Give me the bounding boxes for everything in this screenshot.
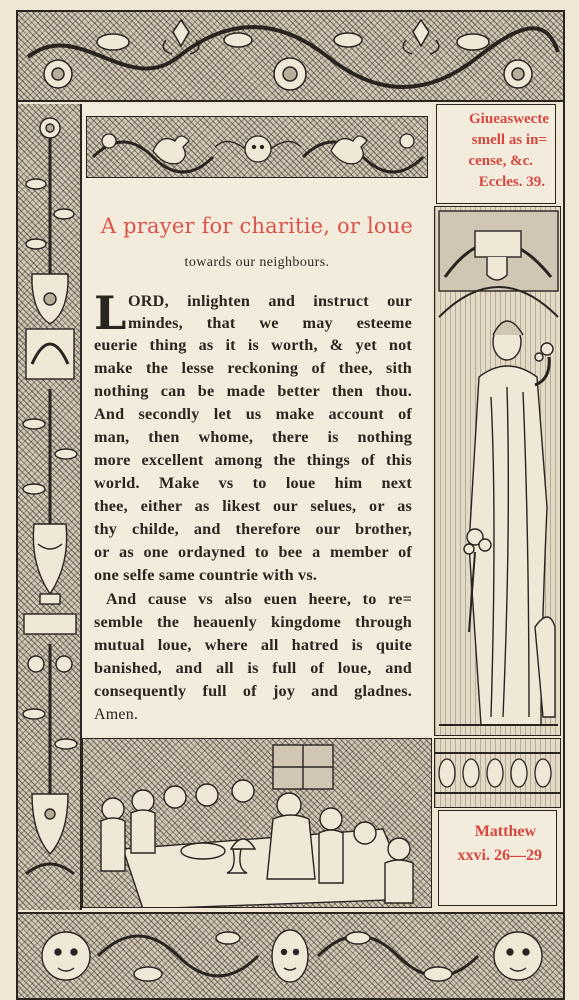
- side-note-bottom-panel: [438, 810, 557, 906]
- side-note-top-line: smell as in=: [471, 132, 547, 148]
- bottom-mask-frieze: [18, 912, 563, 998]
- prayer-line: mindes, that we may esteeme: [128, 314, 412, 332]
- prayer-line: Amen.: [94, 706, 139, 723]
- last-supper-illustration: [82, 738, 432, 908]
- side-note-top-panel: [436, 104, 556, 204]
- prayer-line: And cause vs also euen heere, to re=: [106, 590, 412, 608]
- side-note-top-line: Eccles. 39.: [478, 174, 545, 190]
- prayer-line: nothing can be made better then thou.: [94, 382, 412, 400]
- prayer-line: consequently full of joy and gladnes.: [94, 682, 412, 700]
- right-egg-and-dart-band: [434, 738, 561, 808]
- prayer-line: make the lesse reckoning of thee, sith: [94, 359, 412, 377]
- prayer-line: man, then whome, there is nothing: [94, 428, 412, 446]
- drop-cap: L: [94, 286, 127, 340]
- side-note-top-line: Giueaswecte: [469, 111, 549, 127]
- side-note-top-line: cense, &c.: [468, 153, 533, 169]
- prayer-line: semble the heauenly kingdome through: [94, 613, 412, 631]
- prayer-line: world. Make vs to loue him next: [94, 474, 412, 492]
- side-note-bottom-line: xxvi. 26—29: [457, 847, 542, 864]
- prayer-line: one selfe same countrie with vs.: [94, 566, 318, 584]
- side-note-bottom-line: Matthew: [474, 823, 536, 840]
- prayer-line: or as one ordayned to bee a member of: [94, 543, 412, 561]
- prayer-panel: [82, 104, 432, 736]
- header-frieze: [86, 116, 428, 178]
- prayer-line: And secondly let us make account of: [94, 405, 412, 423]
- prayer-line: euerie thing as it is worth, & yet not: [94, 336, 412, 354]
- prayer-title: A prayer for charitie, or loue: [100, 214, 414, 238]
- left-vase-column: [18, 104, 82, 910]
- prayer-body: [90, 286, 420, 730]
- prayer-line: mutual loue, where all hatred is quite: [94, 636, 412, 654]
- prayer-line: banished, and all is full of loue, and: [94, 659, 412, 677]
- prayer-line: ORD, inlighten and instruct our: [128, 292, 412, 310]
- prayer-line: thee, either as likest our selues, or as: [94, 497, 412, 515]
- top-floral-border: [18, 12, 563, 102]
- woman-with-rose-illustration: [434, 206, 561, 736]
- prayer-subtitle: towards our neighbours.: [184, 255, 330, 270]
- prayer-line: thy childe, and therefore our brother,: [94, 520, 412, 538]
- prayer-line: more excellent among the things of this: [94, 451, 412, 469]
